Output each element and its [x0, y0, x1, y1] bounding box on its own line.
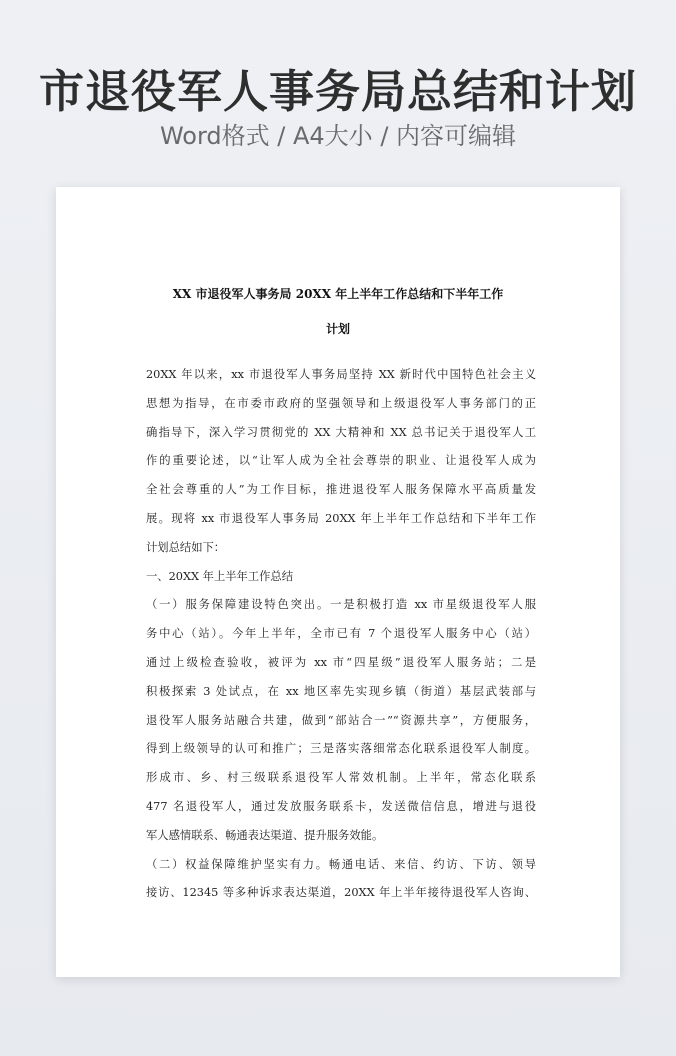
body-line: 477 名退役军人，通过发放服务联系卡，发送微信信息，增进与退役 — [146, 799, 536, 813]
body-line: 形成市、乡、村三级联系退役军人常效机制。上半年，常态化联系 — [146, 771, 536, 785]
body-line: 确指导下，深入学习贯彻党的 XX 大精神和 XX 总书记关于退役军人工 — [146, 425, 536, 439]
document-title-line-1: XX 市退役军人事务局 20XX 年上半年工作总结和下半年工作 — [172, 287, 504, 301]
body-line: 退役军人服务站融合共建，做到“部站合一”“资源共享”，方便服务， — [146, 713, 536, 727]
document-title-line-2: 计划 — [325, 322, 350, 336]
body-line: 军人感情联系、畅通表达渠道、提升服务效能。 — [146, 828, 384, 842]
body-line: 作的重要论述，以“让军人成为全社会尊崇的职业、让退役军人成为 — [146, 454, 536, 468]
body-line: （一）服务保障建设特色突出。一是积极打造 xx 市星级退役军人服 — [146, 598, 536, 612]
body-line: 务中心（站）。今年上半年，全市已有 7 个退役军人服务中心（站） — [146, 627, 536, 641]
body-line: 思想为指导，在市委市政府的坚强领导和上级退役军人事务部门的正 — [146, 396, 536, 410]
body-line: 展。现将 xx 市退役军人事务局 20XX 年上半年工作总结和下半年工作 — [146, 511, 536, 525]
body-line: 积极探索 3 处试点，在 xx 地区率先实现乡镇（街道）基层武装部与 — [146, 684, 536, 698]
body-line: 接访、12345 等多种诉求表达渠道，20XX 年上半年接待退役军人咨询、 — [146, 886, 536, 900]
document-page — [56, 187, 620, 977]
body-line: 通过上级检查验收，被评为 xx 市“四星级”退役军人服务站；二是 — [146, 655, 536, 669]
body-line: 得到上级领导的认可和推广；三是落实落细常态化联系退役军人制度。 — [146, 742, 536, 756]
body-line: 全社会尊重的人”为工作目标，推进退役军人服务保障水平高质量发 — [146, 483, 536, 497]
section-heading: 一、20XX 年上半年工作总结 — [146, 569, 294, 583]
body-line: 20XX 年以来，xx 市退役军人事务局坚持 XX 新时代中国特色社会主义 — [146, 368, 536, 381]
page-title: 市退役军人事务局总结和计划 — [38, 65, 637, 118]
body-line: （二）权益保障维护坚实有力。畅通电话、来信、约访、下访、领导 — [146, 857, 536, 871]
document-body — [146, 365, 536, 912]
page-subtitle: Word格式 / A4大小 / 内容可编辑 — [159, 122, 517, 150]
body-line: 计划总结如下： — [146, 540, 226, 554]
